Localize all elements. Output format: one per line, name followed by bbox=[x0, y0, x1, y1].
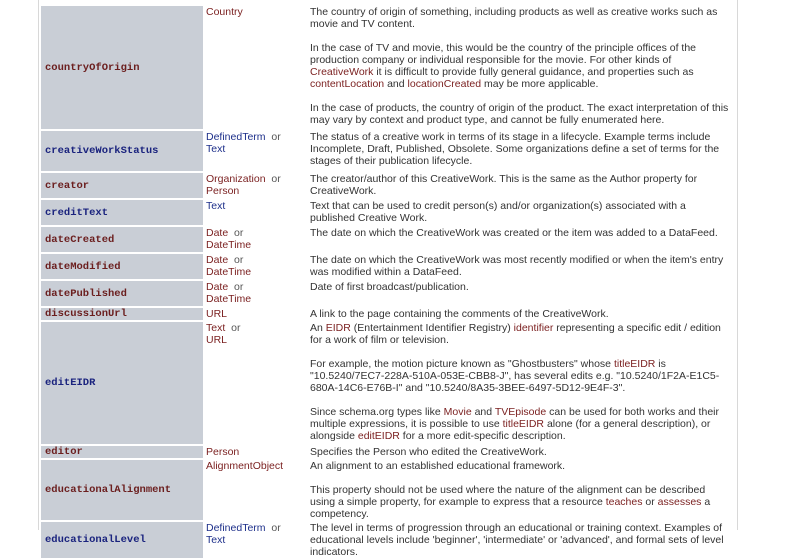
property-name-link[interactable]: educationalAlignment bbox=[45, 484, 172, 496]
expected-type-cell bbox=[203, 460, 306, 520]
property-row bbox=[41, 227, 733, 252]
type-link[interactable]: Person bbox=[206, 185, 240, 197]
property-name-cell bbox=[41, 131, 203, 171]
description-text: An bbox=[310, 322, 326, 334]
type-or-separator: or bbox=[265, 173, 281, 185]
type-or-separator: or bbox=[228, 254, 244, 266]
description-paragraph bbox=[310, 484, 731, 520]
description-text: and bbox=[471, 406, 495, 418]
description-text: it is difficult to provide fully general guidance, and properties such as bbox=[373, 66, 694, 78]
description-paragraph bbox=[310, 102, 731, 126]
type-link[interactable]: Organization bbox=[206, 173, 266, 185]
property-row bbox=[41, 281, 733, 306]
description-cell bbox=[306, 281, 733, 306]
description-cell bbox=[306, 227, 733, 252]
description-paragraph bbox=[310, 42, 731, 90]
description-text: a competency. bbox=[310, 496, 711, 520]
property-name-cell bbox=[41, 254, 203, 279]
description-paragraph bbox=[310, 446, 731, 458]
property-row bbox=[41, 460, 733, 520]
expected-type-cell bbox=[203, 446, 306, 458]
description-cell bbox=[306, 131, 733, 171]
description-link[interactable]: CreativeWork bbox=[310, 66, 374, 78]
type-link[interactable]: Text bbox=[206, 143, 226, 155]
type-link[interactable]: Date bbox=[206, 281, 229, 293]
description-link[interactable]: assesses bbox=[657, 496, 702, 508]
description-paragraph bbox=[310, 281, 731, 293]
description-cell bbox=[306, 173, 733, 198]
description-link[interactable]: identifier bbox=[513, 322, 554, 334]
property-name-link[interactable]: discussionUrl bbox=[45, 308, 127, 320]
type-link[interactable]: URL bbox=[206, 334, 228, 346]
property-row bbox=[41, 322, 733, 444]
description-text: and bbox=[384, 78, 408, 90]
property-row bbox=[41, 131, 733, 171]
type-link[interactable]: DefinedTerm bbox=[206, 131, 266, 143]
property-name-link[interactable]: editEIDR bbox=[45, 377, 96, 389]
properties-table bbox=[41, 4, 733, 560]
property-name-cell bbox=[41, 173, 203, 198]
property-name-cell bbox=[41, 460, 203, 520]
property-name-link[interactable]: creator bbox=[45, 179, 90, 192]
type-link[interactable]: Person bbox=[206, 446, 240, 458]
type-or-separator: or bbox=[265, 522, 281, 534]
description-link[interactable]: locationCreated bbox=[407, 78, 482, 90]
description-link[interactable]: EIDR bbox=[325, 322, 351, 334]
property-row bbox=[41, 173, 733, 198]
expected-type-cell bbox=[203, 281, 306, 306]
expected-type-cell bbox=[203, 254, 306, 279]
description-cell bbox=[306, 200, 733, 225]
description-text: can be used for both works and their multiple expressions, it is possible to use bbox=[310, 406, 719, 430]
description-text: Specifies the Person who edited the CreativeWork. bbox=[310, 446, 547, 458]
type-link[interactable]: DateTime bbox=[206, 266, 252, 278]
description-cell bbox=[306, 446, 733, 458]
description-cell bbox=[306, 460, 733, 520]
description-link[interactable]: titleEIDR bbox=[502, 418, 545, 430]
property-name-link[interactable]: datePublished bbox=[45, 287, 127, 300]
property-name-link[interactable]: editor bbox=[45, 446, 83, 458]
description-paragraph bbox=[310, 358, 731, 394]
description-link[interactable]: editEIDR bbox=[357, 430, 400, 442]
property-name-cell bbox=[41, 522, 203, 558]
description-paragraph bbox=[310, 200, 731, 224]
description-link[interactable]: Movie bbox=[443, 406, 472, 418]
type-link[interactable]: Country bbox=[206, 6, 243, 18]
description-text: The country of origin of something, including products as well as creative works such as movie and TV content. bbox=[310, 6, 718, 30]
description-cell bbox=[306, 6, 733, 129]
type-link[interactable]: URL bbox=[206, 308, 228, 320]
property-row bbox=[41, 308, 733, 320]
description-paragraph bbox=[310, 227, 731, 239]
description-text: In the case of TV and movie, this would be the country of the principle offices of the production company or individual responsible for the movie. For other kinds of bbox=[310, 42, 697, 66]
type-or-separator: or bbox=[265, 131, 281, 143]
property-row bbox=[41, 200, 733, 225]
expected-type-cell bbox=[203, 6, 306, 129]
type-link[interactable]: Text bbox=[206, 200, 226, 212]
description-text: may be more applicable. bbox=[481, 78, 599, 90]
description-text: representing a specific edit / edition for a work of film or television. bbox=[310, 322, 721, 346]
description-link[interactable]: teaches bbox=[605, 496, 643, 508]
description-text: A link to the page containing the comments of the CreativeWork. bbox=[310, 308, 609, 320]
type-link[interactable]: DateTime bbox=[206, 293, 252, 305]
description-text: Since schema.org types like bbox=[310, 406, 444, 418]
description-text: An alignment to an established educational framework. bbox=[310, 460, 566, 472]
property-name-cell bbox=[41, 446, 203, 458]
description-text: or bbox=[642, 496, 658, 508]
description-text: Text that can be used to credit person(s) and/or organization(s) associated with a published Creative Work. bbox=[310, 200, 686, 224]
description-paragraph bbox=[310, 6, 731, 30]
property-name-cell bbox=[41, 6, 203, 129]
type-or-separator: or bbox=[228, 281, 244, 293]
type-or-separator: or bbox=[225, 322, 241, 334]
description-paragraph bbox=[310, 322, 731, 346]
description-text: This property should not be used where the nature of the alignment can be described using a simple property, for example to express that a resource bbox=[310, 484, 706, 508]
property-name-cell bbox=[41, 281, 203, 306]
description-text: The date on which the CreativeWork was created or the item was added to a DataFeed. bbox=[310, 227, 718, 239]
description-text: for a more edit-specific description. bbox=[399, 430, 566, 442]
property-name-link[interactable]: educationalLevel bbox=[45, 534, 146, 546]
description-link[interactable]: TVEpisode bbox=[494, 406, 547, 418]
description-text: The level in terms of progression through an educational or training context. Examples of educational levels include 'beginner', 'intermediate' or 'advanced', and formal sets of level indicators. bbox=[310, 522, 724, 558]
property-row bbox=[41, 522, 733, 558]
expected-type-cell bbox=[203, 173, 306, 198]
property-row bbox=[41, 6, 733, 129]
type-link[interactable]: DefinedTerm bbox=[206, 522, 266, 534]
description-text: alone (for a general description), or alongside bbox=[310, 418, 711, 442]
type-or-separator: or bbox=[228, 227, 244, 239]
property-name-cell bbox=[41, 227, 203, 252]
description-cell bbox=[306, 254, 733, 279]
description-link[interactable]: contentLocation bbox=[310, 78, 385, 90]
description-paragraph bbox=[310, 522, 731, 558]
property-name-link[interactable]: creativeWorkStatus bbox=[45, 145, 159, 157]
type-link[interactable]: Date bbox=[206, 254, 229, 266]
description-paragraph bbox=[310, 406, 731, 442]
property-row bbox=[41, 254, 733, 279]
description-cell bbox=[306, 322, 733, 444]
property-name-link[interactable]: dateCreated bbox=[45, 233, 115, 246]
property-name-cell bbox=[41, 322, 203, 444]
description-text: Date of first broadcast/publication. bbox=[310, 281, 469, 293]
description-paragraph bbox=[310, 131, 731, 167]
property-name-link[interactable]: creditText bbox=[45, 206, 109, 219]
property-name-cell bbox=[41, 200, 203, 225]
description-link[interactable]: titleEIDR bbox=[613, 358, 656, 370]
property-name-cell bbox=[41, 308, 203, 320]
description-cell bbox=[306, 522, 733, 558]
description-text: The status of a creative work in terms of its stage in a lifecycle. Example terms include Incomplete, Draft, Published, Obsolete. Some organizations define a set of terms for the stages of their publication lifecycle. bbox=[310, 131, 720, 167]
description-text: For example, the motion picture known as "Ghostbusters" whose bbox=[310, 358, 614, 370]
description-text: (Entertainment Identifier Registry) bbox=[350, 322, 514, 334]
properties-table-body bbox=[41, 6, 733, 558]
property-row bbox=[41, 446, 733, 458]
description-cell bbox=[306, 308, 733, 320]
description-text: is "10.5240/7EC7-228A-510A-053E-CBB8-J", has several edits e.g. "10.5240/1F2A-E1C5-680A-14C6-E76B-I" and "10.5240/8A35-3BEE-6497-5D12-9E4F-3". bbox=[310, 358, 720, 394]
description-paragraph bbox=[310, 173, 731, 197]
description-text: In the case of products, the country of origin of the product. The exact interpretation of this may vary by context and product type, and cannot be fully enumerated here. bbox=[310, 102, 729, 126]
expected-type-cell bbox=[203, 322, 306, 444]
expected-type-cell bbox=[203, 131, 306, 171]
expected-type-cell bbox=[203, 522, 306, 558]
property-name-link[interactable]: countryOfOrigin bbox=[45, 61, 140, 74]
type-link[interactable]: Text bbox=[206, 534, 226, 546]
description-text: The creator/author of this CreativeWork. This is the same as the Author property for CreativeWork. bbox=[310, 173, 698, 197]
expected-type-cell bbox=[203, 308, 306, 320]
expected-type-cell bbox=[203, 200, 306, 225]
type-link[interactable]: Text bbox=[206, 322, 226, 334]
type-link[interactable]: Date bbox=[206, 227, 229, 239]
description-paragraph bbox=[310, 460, 731, 472]
type-link[interactable]: DateTime bbox=[206, 239, 252, 251]
description-text: The date on which the CreativeWork was most recently modified or when the item's entry was modified within a DataFeed. bbox=[310, 254, 724, 278]
description-paragraph bbox=[310, 308, 731, 320]
expected-type-cell bbox=[203, 227, 306, 252]
description-paragraph bbox=[310, 254, 731, 278]
type-link[interactable]: AlignmentObject bbox=[206, 460, 284, 472]
property-name-link[interactable]: dateModified bbox=[45, 260, 121, 273]
